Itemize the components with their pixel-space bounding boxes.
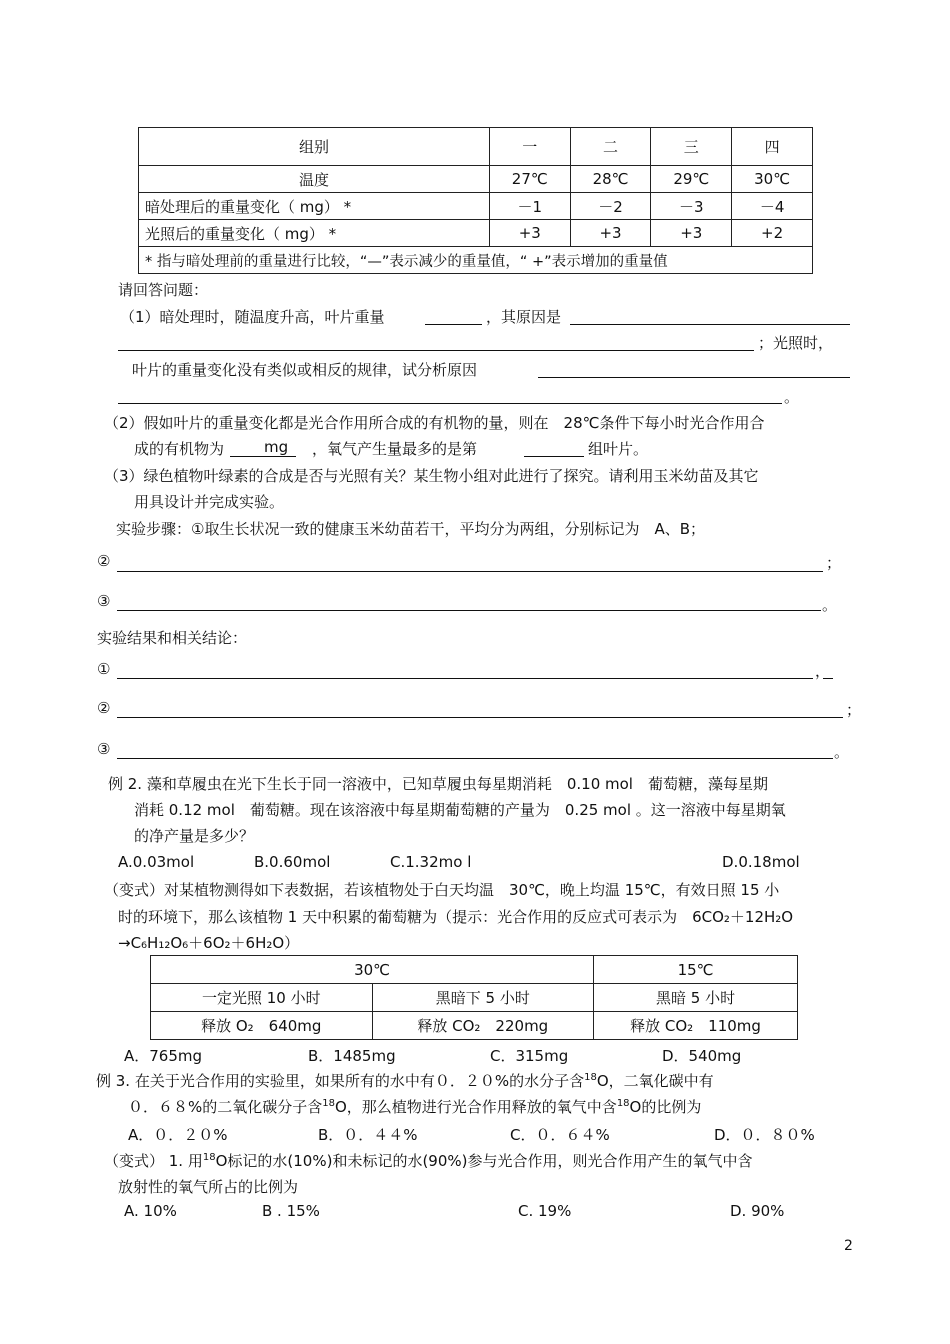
result1-marker: ① [97,660,111,678]
table-note: * 指与暗处理前的重量进行比较，“—”表示减少的重量值，“ +”表示增加的重量值 [139,247,813,274]
cell: 28℃ [570,166,651,193]
answer-blank[interactable] [118,350,754,351]
oxygen-co2-table [150,955,798,1040]
results-title: 实验结果和相关结论： [97,629,248,647]
var2-option-b: B . 15% [262,1202,320,1220]
isotope-sup: 18 [616,1098,630,1109]
cell: －4 [732,193,813,220]
cell: 27℃ [489,166,570,193]
var1-option-d: D．540mg [662,1047,742,1065]
var1-option-c: C．315mg [490,1047,569,1065]
isotope-sup: 18 [584,1072,597,1083]
ex2-option-a: A.0.03mol [118,853,195,871]
var2-option-a: A. 10% [124,1202,177,1220]
header-col-4: 四 [732,128,813,166]
header-col-3: 三 [651,128,732,166]
var1-option-a: A．765mg [124,1047,203,1065]
header-col-2: 二 [570,128,651,166]
var1-option-b: B．1485mg [308,1047,396,1065]
result1-end: ， [815,662,831,680]
cell: 30℃ [732,166,813,193]
temperature-table [138,127,813,274]
ex3-option-b: B．０．４４% [318,1126,418,1144]
q2-text-b: 成的有机物为 [134,440,225,458]
ex3-line-a [96,1070,714,1091]
cell: 释放 CO₂ 220mg [372,1012,594,1040]
ex2-line-a: 例 2. 藻和草履虫在光下生长于同一溶液中，已知草履虫每星期消耗 0.10 mol 葡萄糖，藻每星期 [108,775,768,793]
var2-line-a [104,1150,753,1171]
header-col-1: 一 [489,128,570,166]
ex3-text-e: O的比例为 [629,1098,702,1116]
answer-blank[interactable] [230,456,296,457]
cell: －3 [651,193,732,220]
answer-blank[interactable] [524,456,584,457]
q2-text-a: （2）假如叶片的重量变化都是光合作用所合成的有机物的量，则在 28℃条件下每小时光合作用合 [104,414,765,432]
q1-text-d: 叶片的重量变化没有类似或相反的规律，试分析原因 [132,361,478,379]
answer-blank[interactable] [538,377,850,378]
cell: 黑暗 5 小时 [594,984,798,1012]
ex3-option-d: D．０．８０% [714,1126,815,1144]
step2-marker: ② [97,552,111,570]
cell: +3 [570,220,651,247]
answer-blank[interactable] [117,717,843,718]
answer-blank[interactable] [117,610,821,611]
step3-marker: ③ [97,592,111,610]
ex2-option-c: C.1.32mo l [390,853,472,871]
cell: +2 [732,220,813,247]
result2-end: ； [846,701,862,719]
cell: +3 [651,220,732,247]
ex3-text-c: ０．６８%的二氧化碳分子含 [128,1098,323,1116]
q2-text-c: ，氧气产生量最多的是第 [312,440,478,458]
ex3-line-b [128,1096,701,1117]
var2-text-b: O标记的水(10%)和未标记的水(90%)参与光合作用，则光合作用产生的氧气中含 [215,1152,753,1170]
cell: +3 [489,220,570,247]
answer-blank[interactable] [117,758,833,759]
header-15c: 15℃ [594,956,798,984]
ex3-option-c: C．０．６４% [510,1126,610,1144]
cell: －2 [570,193,651,220]
row-label: 光照后的重量变化（ mg） * [139,220,490,247]
header-group: 组别 [139,128,490,166]
cell: 释放 CO₂ 110mg [594,1012,798,1040]
var2-line-c: 放射性的氧气所占的比例为 [118,1178,299,1196]
var2-option-d: D. 90% [730,1202,785,1220]
answer-blank[interactable] [425,324,482,325]
ex2-option-b: B.0.60mol [254,853,331,871]
var1-line-c: →C₆H₁₂O₆＋6O₂＋6H₂O） [118,934,300,952]
q1-end: 。 [784,388,800,406]
ex3-text-a: 例 3. 在关于光合作用的实验里，如果所有的水中有０．２０%的水分子含 [96,1072,585,1090]
header-30c: 30℃ [151,956,594,984]
ex2-option-d: D.0.18mol [722,853,800,871]
cell: 释放 O₂ 640mg [151,1012,373,1040]
q3-text-b: 用具设计并完成实验。 [134,493,285,511]
answer-blank[interactable] [117,571,823,572]
answer-blank[interactable] [570,324,850,325]
result2-marker: ② [97,699,111,717]
result3-end: 。 [834,743,850,761]
answer-blank[interactable] [118,403,782,404]
steps-title: 实验步骤：①取生长状况一致的健康玉米幼苗若干，平均分为两组，分别标记为 A、B； [116,520,706,538]
q1-text-a: （1）暗处理时，随温度升高，叶片重量 [120,308,385,326]
row-label: 暗处理后的重量变化（ mg） * [139,193,490,220]
q2-unit: mg [264,438,289,456]
question-intro: 请回答问题： [118,281,209,299]
q2-text-d: 组叶片。 [588,440,649,458]
cell: 一定光照 10 小时 [151,984,373,1012]
ex3-option-a: A．０．２０% [128,1126,228,1144]
result3-marker: ③ [97,740,111,758]
q3-text-a: （3）绿色植物叶绿素的合成是否与光照有关？某生物小组对此进行了探究。请利用玉米幼苗及其它 [104,467,759,485]
isotope-sup: 18 [322,1098,335,1109]
var2-text-a: （变式） 1. 用 [104,1152,203,1170]
page-number: 2 [844,1238,853,1254]
var2-option-c: C. 19% [518,1202,572,1220]
q1-text-c: ；光照时， [758,334,834,352]
var1-line-b: 时的环境下，那么该植物 1 天中积累的葡萄糖为（提示：光合作用的反应式可表示为 6CO₂＋12H₂O [118,908,794,926]
step2-end: ； [826,554,842,572]
q1-text-b: ，其原因是 [486,308,562,326]
cell: 黑暗下 5 小时 [372,984,594,1012]
isotope-sup: 18 [202,1152,216,1163]
ex2-line-b: 消耗 0.12 mol 葡萄糖。现在该溶液中每星期葡萄糖的产量为 0.25 mol 。这一溶液中每星期氧 [134,801,786,819]
ex3-text-d: O，那么植物进行光合作用释放的氧气中含 [335,1098,617,1116]
row-label: 温度 [139,166,490,193]
step3-end: 。 [822,596,838,614]
cell: －1 [489,193,570,220]
answer-blank[interactable] [117,678,813,679]
var1-line-a: （变式）对某植物测得如下表数据，若该植物处于白天均温 30℃，晚上均温 15℃，有效日照 15 小 [104,881,780,899]
cell: 29℃ [651,166,732,193]
answer-blank-tail [823,678,833,679]
ex3-text-b: O，二氧化碳中有 [596,1072,714,1090]
ex2-line-c: 的净产量是多少？ [134,827,255,845]
